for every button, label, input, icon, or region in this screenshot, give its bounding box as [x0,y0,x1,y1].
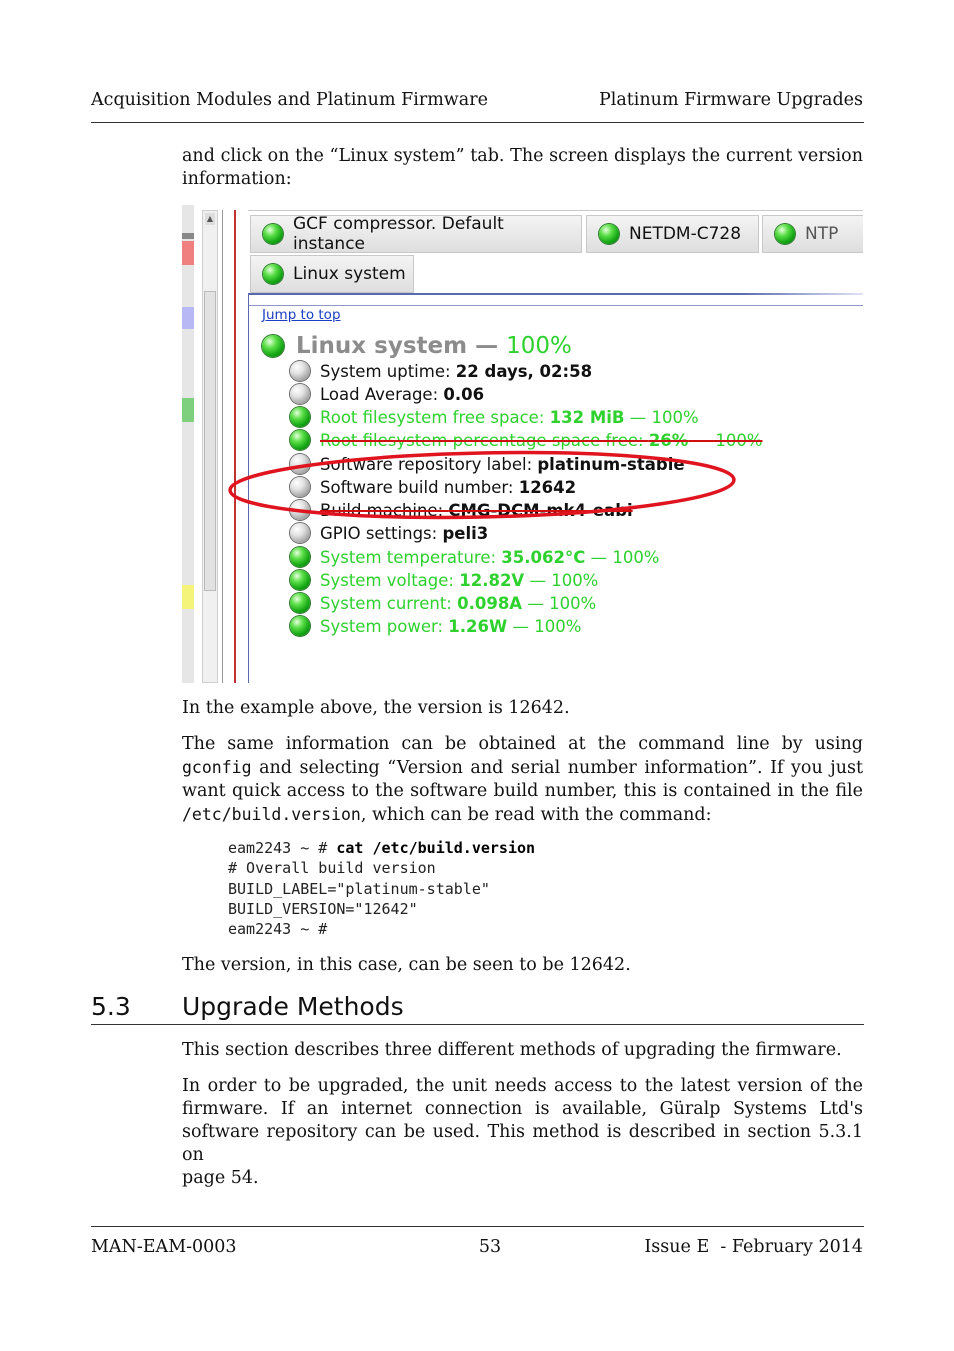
running-header-right: Platinum Firmware Upgrades [598,90,863,110]
scrollbar-thumb[interactable] [204,291,216,591]
command-line-paragraph: The same information can be obtained at the command line by using gconfig and selecting “Version and serial number information”. If you just want quick access to the software build number, this is contained in the file /etc/build.version, which can be read with the command: [182,734,863,825]
conclusion-paragraph: The version, in this case, can be seen to be 12642. [182,955,631,975]
section-number: 5.3 [91,992,131,1021]
status-ok-icon [290,570,310,590]
status-info-icon [290,384,310,404]
tab-linux-system[interactable]: Linux system [250,255,414,293]
strip-blue-block [182,307,194,329]
intro-line-1: and click on the “Linux system” tab. The screen displays the current version [182,146,863,166]
status-ok-icon [290,407,310,427]
header-rule [91,122,864,123]
highlight-ellipse [222,440,742,530]
content-inner-border [248,305,863,306]
row-repository-label: Software repository label: platinum-stable [290,454,685,474]
status-ok-icon [775,224,795,244]
status-ok-icon [290,547,310,567]
row-voltage: System voltage: 12.82V — 100% [290,570,598,590]
row-root-free-space: Root filesystem free space: 132 MiB — 100% [290,407,699,427]
example-paragraph: In the example above, the version is 12642. [182,698,570,718]
row-load-average: Load Average: 0.06 [290,384,484,404]
row-power: System power: 1.26W — 100% [290,616,581,636]
upgrade-paragraph: In order to be upgraded, the unit needs access to the latest version of the firmware. If an internet connection is available, Güralp Systems Ltd's software repository can be used. This method is described in section 5.3.1 on page 54. [182,1076,863,1188]
row-current: System current: 0.098A — 100% [290,593,596,613]
strip-red-block [182,241,194,265]
status-strip [182,205,194,683]
linux-system-heading: Linux system — 100% [262,333,572,359]
tab-gcf-compressor[interactable]: GCF compressor. Default instance [250,215,582,253]
intro-paragraph [182,145,863,191]
gconfig-command: gconfig [182,758,252,777]
row-temperature: System temperature: 35.062°C — 100% [290,547,660,567]
status-ok-icon [262,335,284,357]
code-block [228,838,535,939]
section-title: Upgrade Methods [182,992,404,1021]
tab-area-top-border [248,210,863,211]
section-intro-paragraph: This section describes three different methods of upgrading the firmware. [182,1040,842,1060]
status-ok-icon [263,264,283,284]
code-line-3: BUILD_LABEL="platinum-stable" [228,879,490,898]
linux-system-screenshot [182,205,863,683]
tab-netdm[interactable]: NETDM-C728 [586,215,759,253]
build-version-path: /etc/build.version [182,805,361,824]
section-rule [91,1024,864,1025]
row-uptime: System uptime: 22 days, 02:58 [290,361,592,381]
content-top-border [248,293,863,295]
row-build-number: Software build number: 12642 [290,477,576,497]
row-gpio-settings: GPIO settings: peli3 [290,523,488,543]
footer-issue: Issue E - February 2014 [644,1237,863,1257]
row-root-percentage-free: Root filesystem percentage space free: 26% — 100% [290,430,763,450]
footer-rule [91,1226,864,1227]
status-ok-icon [599,224,619,244]
strip-green-block [182,398,194,422]
strip-marker [182,233,194,239]
code-line-2: # Overall build version [228,859,436,878]
scroll-up-icon[interactable]: ▲ [206,214,214,223]
row-build-machine: Build machine: CMG-DCM-mk4-eabi [290,500,633,520]
strip-yellow-block [182,585,194,609]
tab-ntp[interactable]: NTP [762,215,863,253]
code-line-5: eam2243 ~ # [228,920,328,939]
status-ok-icon [263,224,283,244]
status-ok-icon [290,593,310,613]
code-line-4: BUILD_VERSION="12642" [228,899,418,918]
vertical-scrollbar[interactable] [202,210,218,683]
footer-doc-id: MAN-EAM-0003 [91,1237,237,1257]
status-ok-icon [290,616,310,636]
intro-line-2: information: [182,169,292,189]
running-header-left: Acquisition Modules and Platinum Firmware [91,90,488,110]
status-info-icon [290,361,310,381]
footer-page-number: 53 [478,1237,502,1257]
code-line-1: eam2243 ~ # cat /etc/build.version [228,839,536,857]
jump-to-top-link[interactable]: Jump to top [262,307,341,323]
